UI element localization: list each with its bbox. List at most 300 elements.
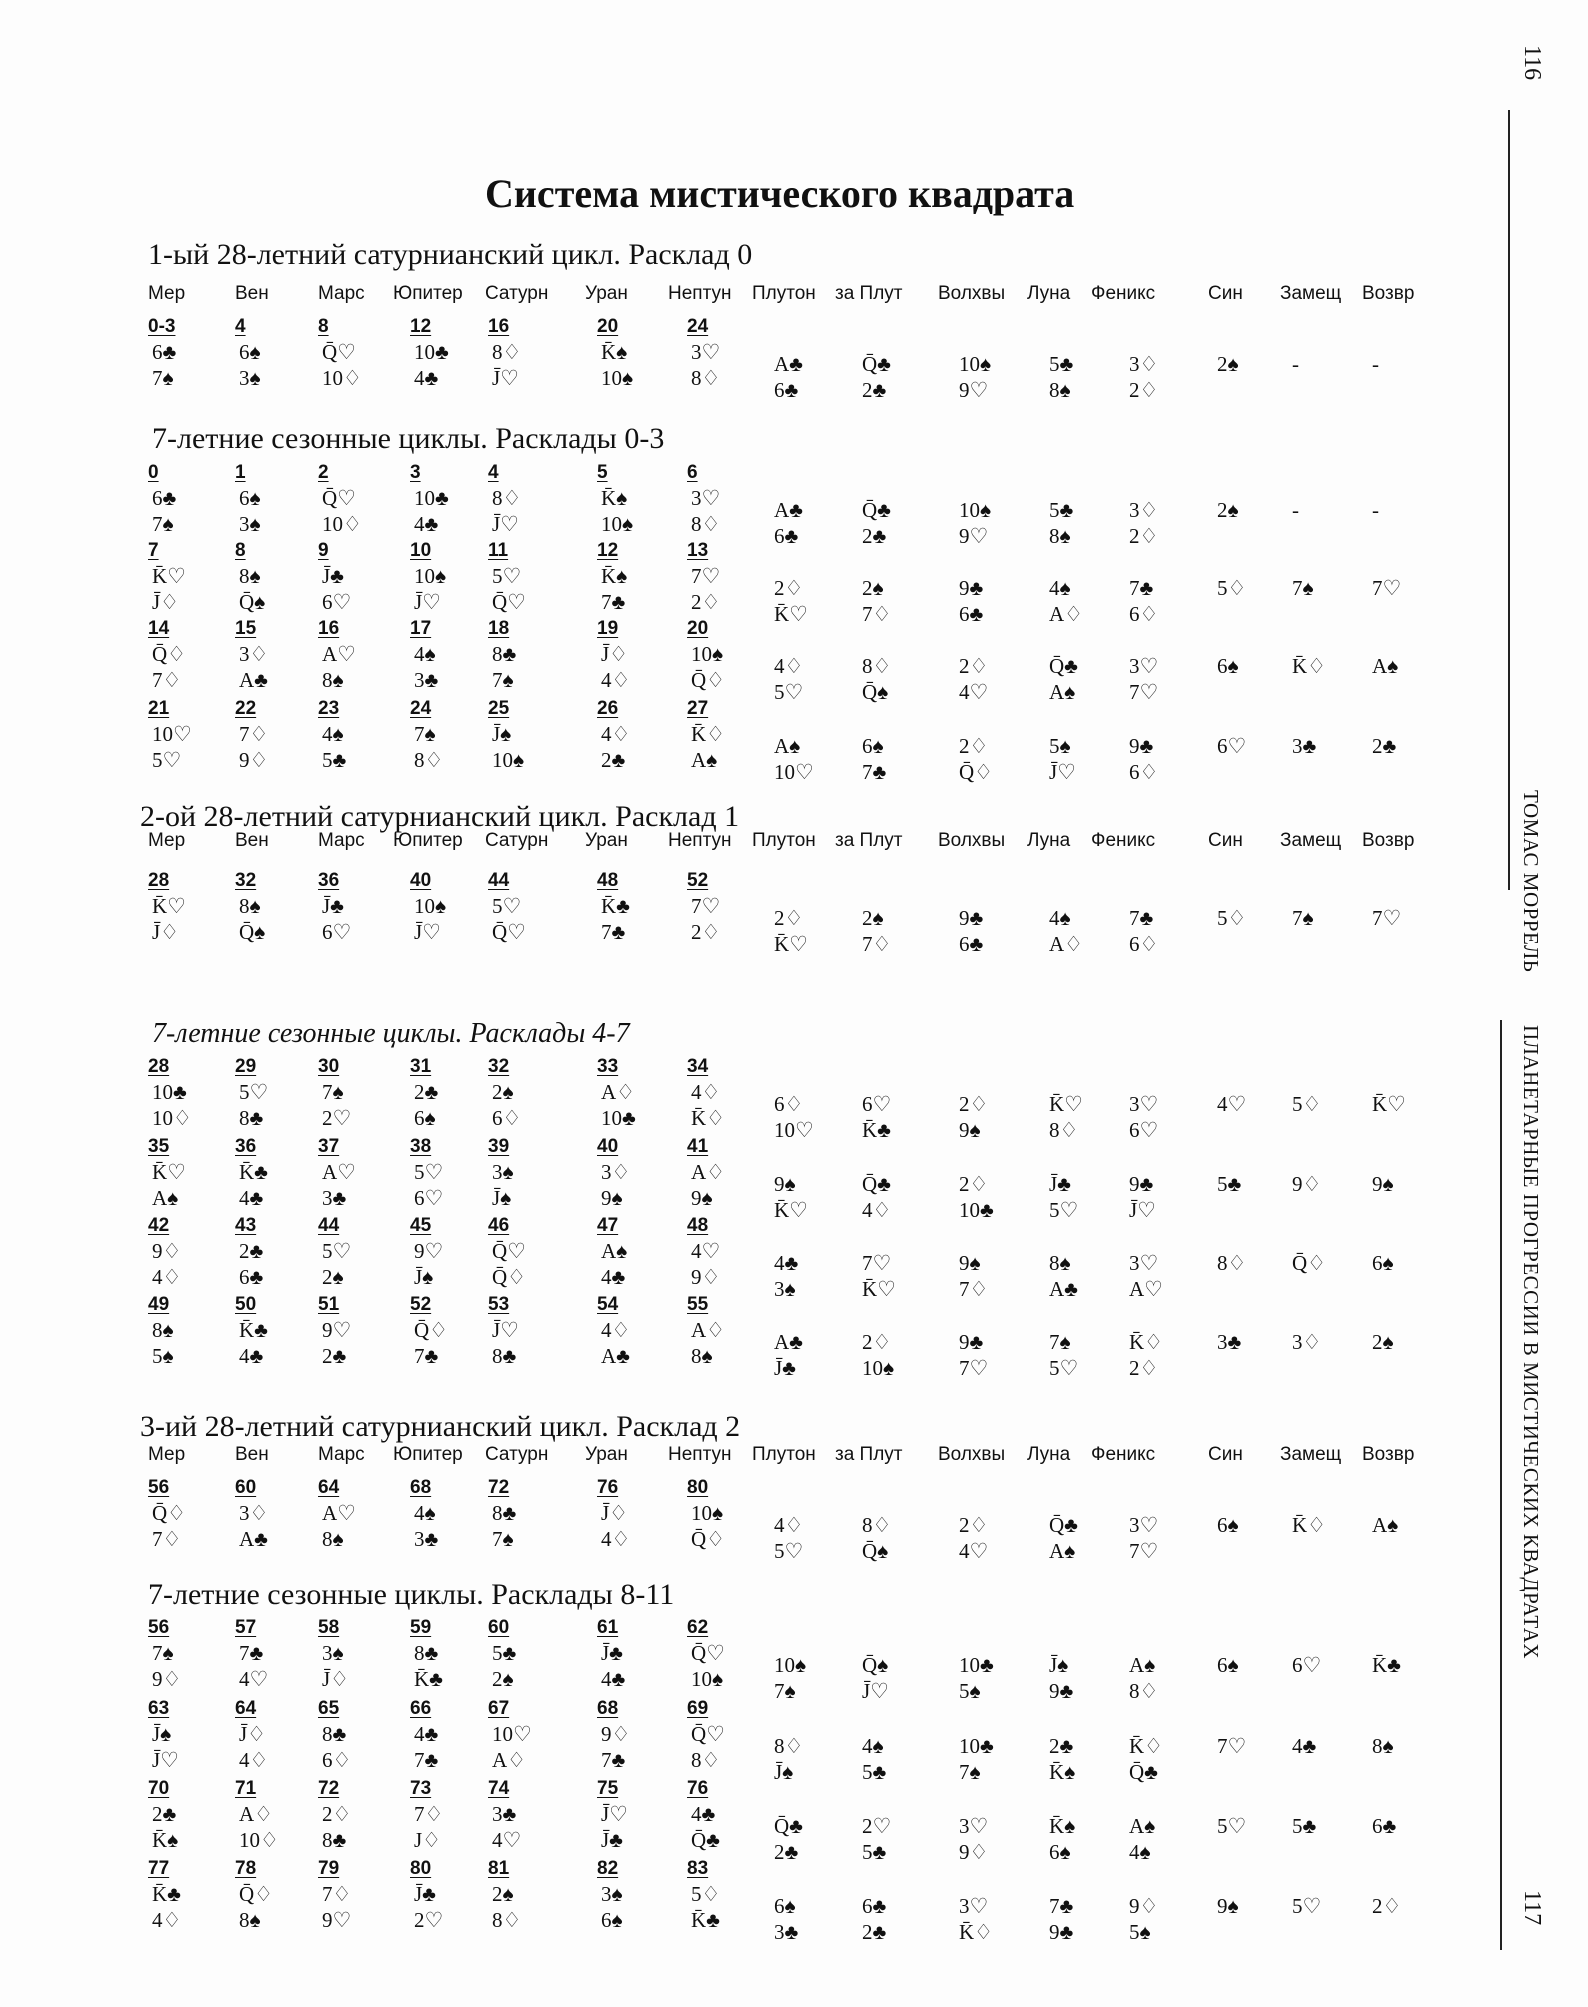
cycle-year-number: 56 <box>148 1477 170 1498</box>
card-top: 8♠ <box>152 1318 174 1342</box>
card-bottom: K̄♡ <box>774 1198 808 1222</box>
card-top: K̄♢ <box>1129 1330 1163 1354</box>
card-top: 6♠ <box>1217 1513 1239 1537</box>
card-bottom: 8♠ <box>239 1908 261 1932</box>
card-bottom: 4♡ <box>492 1828 522 1852</box>
cycle-year-number: 12 <box>597 540 619 561</box>
card-bottom: 6♡ <box>1129 1118 1159 1142</box>
column-header: Сатурн <box>485 283 549 304</box>
card-bottom: 8♠ <box>322 1527 344 1551</box>
card-top: 3♡ <box>959 1814 989 1838</box>
card-bottom: 3♣ <box>414 668 439 692</box>
card-top: J̄♣ <box>322 894 344 918</box>
card-bottom: 4♣ <box>239 1344 264 1368</box>
card-top: 6♡ <box>862 1092 892 1116</box>
card-bottom: 7♣ <box>601 590 626 614</box>
card-top: 6♠ <box>862 734 884 758</box>
card-top: 6♠ <box>239 486 261 510</box>
card-bottom: A♢ <box>1049 932 1083 956</box>
card-bottom: 8♢ <box>414 748 444 772</box>
card-top: K̄♣ <box>152 1882 181 1906</box>
card-bottom: 6♣ <box>239 1265 264 1289</box>
card-top: K̄♠ <box>601 486 628 510</box>
card-top: 4♢ <box>601 1318 631 1342</box>
cycle-year-number: 27 <box>687 698 709 719</box>
card-top: 5♡ <box>1292 1894 1322 1918</box>
card-bottom: K̄♢ <box>959 1920 993 1944</box>
card-top: 3♡ <box>1129 654 1159 678</box>
cycle-year-number: 70 <box>148 1778 170 1799</box>
cycle-year-number: 68 <box>597 1698 619 1719</box>
card-top: 8♠ <box>1372 1734 1394 1758</box>
column-header: Луна <box>1027 1444 1071 1465</box>
card-bottom: 10♡ <box>774 760 814 784</box>
card-bottom: 5♠ <box>152 1344 174 1368</box>
cycle-year-number: 2 <box>318 462 329 483</box>
card-bottom: Q̄♡ <box>492 920 526 944</box>
card-top: 6♣ <box>1372 1814 1397 1838</box>
card-top: 7♡ <box>691 564 721 588</box>
card-bottom: 7♢ <box>862 602 892 626</box>
card-top: 7♣ <box>1129 576 1154 600</box>
card-top: 4♢ <box>601 722 631 746</box>
column-header: Син <box>1208 283 1243 304</box>
column-header: Мер <box>148 830 186 851</box>
cycle-year-number: 6 <box>687 462 698 483</box>
cycle-year-number: 58 <box>318 1617 340 1638</box>
card-top: 10♠ <box>959 498 992 522</box>
card-top: 10♠ <box>691 1501 724 1525</box>
card-top: 5♣ <box>1049 352 1074 376</box>
cycle-year-number: 11 <box>488 540 509 561</box>
cycle-year-number: 63 <box>148 1698 170 1719</box>
card-bottom: 3♠ <box>239 512 261 536</box>
card-bottom: K̄♣ <box>691 1908 720 1932</box>
card-top: 2♠ <box>862 906 884 930</box>
card-bottom: J̄♡ <box>1049 760 1076 784</box>
card-bottom: K̄♡ <box>774 932 808 956</box>
card-bottom: 2♢ <box>1129 1356 1159 1380</box>
cycle-year-number: 82 <box>597 1858 619 1879</box>
column-header: Марс <box>318 830 365 851</box>
section-title: 1-ый 28-летний сатурнианский цикл. Расклад 0 <box>148 238 753 271</box>
card-bottom: 9♡ <box>959 524 989 548</box>
card-top: 7♡ <box>691 894 721 918</box>
card-bottom: 6♣ <box>959 602 984 626</box>
card-bottom: Q̄♢ <box>691 1527 725 1551</box>
card-bottom: Q̄♢ <box>691 668 725 692</box>
column-header: Луна <box>1027 830 1071 851</box>
cycle-year-number: 52 <box>410 1294 432 1315</box>
card-bottom: 5♡ <box>774 680 804 704</box>
cycle-year-number: 15 <box>235 618 257 639</box>
cycle-year-number: 37 <box>318 1136 340 1157</box>
card-top: 2♢ <box>959 1092 989 1116</box>
card-top: K̄♢ <box>691 722 725 746</box>
card-top: 7♢ <box>239 722 269 746</box>
cycle-year-number: 42 <box>148 1215 170 1236</box>
card-top: 3♡ <box>691 486 721 510</box>
card-top: 4♡ <box>691 1239 721 1263</box>
card-top: K̄♡ <box>1049 1092 1083 1116</box>
card-top: K̄♡ <box>152 1160 186 1184</box>
card-top: Q̄♣ <box>774 1814 803 1838</box>
card-top: 4♣ <box>414 1722 439 1746</box>
card-bottom: 8♢ <box>691 366 721 390</box>
cycle-year-number: 18 <box>488 618 510 639</box>
card-top: 5♢ <box>1217 576 1247 600</box>
cycle-year-number: 78 <box>235 1858 257 1879</box>
cycle-year-number: 5 <box>597 462 608 483</box>
cycle-year-number: 62 <box>687 1617 709 1638</box>
column-header: Син <box>1208 830 1243 851</box>
card-bottom: J̄♡ <box>414 590 441 614</box>
cycle-year-number: 53 <box>488 1294 510 1315</box>
card-bottom: 8♣ <box>239 1106 264 1130</box>
card-top: 8♢ <box>862 654 892 678</box>
card-bottom: 10♠ <box>492 748 525 772</box>
cycle-year-number: 64 <box>235 1698 257 1719</box>
card-bottom: 9♢ <box>239 748 269 772</box>
card-bottom: 7♡ <box>959 1356 989 1380</box>
cycle-year-number: 48 <box>687 1215 709 1236</box>
card-top: J̄♡ <box>601 1802 628 1826</box>
card-bottom: 2♢ <box>691 590 721 614</box>
cycle-year-number: 64 <box>318 1477 340 1498</box>
page-title: Система мистического квадрата <box>485 171 1075 216</box>
card-top: A♡ <box>322 1501 356 1525</box>
cycle-year-number: 79 <box>318 1858 340 1879</box>
cycle-year-number: 32 <box>488 1056 510 1077</box>
cycle-year-number: 66 <box>410 1698 432 1719</box>
card-bottom: J̄♡ <box>492 512 519 536</box>
column-header: Возвр <box>1362 830 1415 851</box>
card-top: 4♢ <box>774 654 804 678</box>
cycle-year-number: 29 <box>235 1056 257 1077</box>
card-top: 7♡ <box>1372 906 1402 930</box>
cycle-year-number: 57 <box>235 1617 257 1638</box>
cycle-year-number: 50 <box>235 1294 257 1315</box>
card-top: 10♣ <box>414 340 449 364</box>
card-bottom: 8♣ <box>492 1344 517 1368</box>
card-top: 10♣ <box>959 1734 994 1758</box>
cycle-year-number: 36 <box>235 1136 257 1157</box>
card-bottom: 10♢ <box>152 1106 192 1130</box>
card-bottom: J̄♢ <box>322 1667 349 1691</box>
card-top: 3♡ <box>1129 1092 1159 1116</box>
cycle-year-number: 13 <box>687 540 709 561</box>
card-top: 6♣ <box>152 486 177 510</box>
cycle-year-number: 59 <box>410 1617 432 1638</box>
card-bottom: J♢ <box>414 1828 441 1852</box>
card-top: 9♣ <box>959 906 984 930</box>
card-bottom: 5♡ <box>1049 1356 1079 1380</box>
card-top: A♠ <box>1129 1814 1156 1838</box>
card-top: 5♣ <box>492 1641 517 1665</box>
cycle-year-number: 32 <box>235 870 257 891</box>
cycle-year-number: 65 <box>318 1698 340 1719</box>
card-bottom: 9♢ <box>152 1667 182 1691</box>
card-top: 9♣ <box>959 576 984 600</box>
card-bottom: 2♡ <box>322 1106 352 1130</box>
column-header: за Плут <box>835 830 903 851</box>
section-title: 3-ий 28-летний сатурнианский цикл. Расклад 2 <box>140 1410 741 1443</box>
card-top: K̄♣ <box>601 894 630 918</box>
card-top: 5♣ <box>1217 1172 1242 1196</box>
card-bottom: 10♡ <box>774 1118 814 1142</box>
card-top: 7♢ <box>322 1882 352 1906</box>
card-top: 3♡ <box>959 1894 989 1918</box>
column-header: Плутон <box>752 283 816 304</box>
card-top: 10♠ <box>959 352 992 376</box>
card-bottom: 10♣ <box>601 1106 636 1130</box>
cycle-year-number: 7 <box>148 540 159 561</box>
card-bottom: 8♢ <box>492 1908 522 1932</box>
column-header: Луна <box>1027 283 1071 304</box>
cycle-year-number: 71 <box>235 1778 257 1799</box>
card-top: 3♢ <box>1129 352 1159 376</box>
cycle-year-number: 23 <box>318 698 340 719</box>
card-bottom: 7♠ <box>152 366 174 390</box>
card-bottom: 7♠ <box>774 1679 796 1703</box>
cycle-year-number: 0 <box>148 462 159 483</box>
card-top: A♡ <box>322 1160 356 1184</box>
card-top: A♣ <box>774 498 803 522</box>
card-top: K̄♡ <box>152 564 186 588</box>
card-bottom: 4♡ <box>239 1667 269 1691</box>
card-top: 10♠ <box>414 564 447 588</box>
card-top: 5♡ <box>322 1239 352 1263</box>
card-top: 4♡ <box>1217 1092 1247 1116</box>
card-top: 2♣ <box>239 1239 264 1263</box>
card-top: A♢ <box>691 1318 725 1342</box>
card-top: 9♡ <box>414 1239 444 1263</box>
card-bottom: 2♢ <box>691 920 721 944</box>
card-bottom: K̄♠ <box>152 1828 179 1852</box>
card-bottom: 5♣ <box>862 1840 887 1864</box>
card-top: 9♢ <box>601 1722 631 1746</box>
card-top: 3♢ <box>1129 498 1159 522</box>
card-bottom: Q̄♠ <box>862 680 889 704</box>
card-top: 3♢ <box>239 1501 269 1525</box>
card-bottom: J̄♡ <box>1129 1198 1156 1222</box>
card-top: - <box>1292 352 1299 376</box>
card-top: 7♢ <box>414 1802 444 1826</box>
cycle-year-number: 16 <box>318 618 340 639</box>
column-header: за Плут <box>835 283 903 304</box>
cycle-year-number: 3 <box>410 462 421 483</box>
card-top: A♢ <box>691 1160 725 1184</box>
cycle-year-number: 75 <box>597 1778 619 1799</box>
card-bottom: 6♣ <box>959 932 984 956</box>
cycle-year-number: 80 <box>410 1858 432 1879</box>
card-top: 10♡ <box>492 1722 532 1746</box>
card-bottom: J̄♡ <box>492 366 519 390</box>
card-bottom: 6♠ <box>1049 1840 1071 1864</box>
card-top: Q̄♢ <box>414 1318 448 1342</box>
column-header: Сатурн <box>485 1444 549 1465</box>
card-bottom: 8♢ <box>1129 1679 1159 1703</box>
card-bottom: K̄♡ <box>862 1277 896 1301</box>
card-bottom: 2♣ <box>774 1840 799 1864</box>
card-bottom: A♢ <box>1049 602 1083 626</box>
card-bottom: A♣ <box>239 1527 268 1551</box>
card-top: J̄♣ <box>414 1882 436 1906</box>
card-bottom: J̄♣ <box>601 1828 623 1852</box>
card-top: 5♡ <box>492 564 522 588</box>
card-top: 7♣ <box>239 1641 264 1665</box>
cycle-year-number: 68 <box>410 1477 432 1498</box>
card-top: 3♢ <box>601 1160 631 1184</box>
card-top: 2♢ <box>322 1802 352 1826</box>
column-header: Вен <box>235 1444 269 1465</box>
card-top: 4♠ <box>1049 576 1071 600</box>
card-top: Q̄♣ <box>1049 654 1078 678</box>
card-top: 3♣ <box>1292 734 1317 758</box>
card-top: 9♣ <box>1129 734 1154 758</box>
cycle-year-number: 69 <box>687 1698 709 1719</box>
card-bottom: 2♢ <box>1129 524 1159 548</box>
cycle-year-number: 77 <box>148 1858 170 1879</box>
card-top: J̄♣ <box>322 564 344 588</box>
card-top: J̄♣ <box>1049 1172 1071 1196</box>
card-bottom: K̄♣ <box>862 1118 891 1142</box>
cycle-year-number: 43 <box>235 1215 257 1236</box>
card-top: 6♡ <box>1292 1653 1322 1677</box>
card-bottom: J̄♢ <box>152 920 179 944</box>
card-bottom: 10♠ <box>691 1667 724 1691</box>
top-rule <box>1508 110 1510 890</box>
cycle-year-number: 20 <box>687 618 709 639</box>
column-header: Мер <box>148 1444 186 1465</box>
card-top: 10♣ <box>959 1653 994 1677</box>
card-top: 2♠ <box>492 1080 514 1104</box>
card-top: 6♣ <box>152 340 177 364</box>
card-top: 7♠ <box>322 1080 344 1104</box>
column-header: Юпитер <box>393 1444 463 1465</box>
card-bottom: 10♢ <box>322 366 362 390</box>
card-top: 4♢ <box>774 1513 804 1537</box>
cycle-year-number: 26 <box>597 698 619 719</box>
column-header: Юпитер <box>393 283 463 304</box>
cycle-year-number: 4 <box>235 316 246 337</box>
card-top: 9♠ <box>959 1251 981 1275</box>
card-top: 2♠ <box>1372 1330 1394 1354</box>
card-top: 10♠ <box>691 642 724 666</box>
card-bottom: 4♢ <box>239 1748 269 1772</box>
column-header: Замещ <box>1280 283 1342 304</box>
card-bottom: 5♡ <box>152 748 182 772</box>
card-top: Q̄♡ <box>492 1239 526 1263</box>
card-bottom: 10♠ <box>601 366 634 390</box>
card-top: 2♡ <box>862 1814 892 1838</box>
card-top: 4♣ <box>691 1802 716 1826</box>
card-top: 3♢ <box>239 642 269 666</box>
cycle-year-number: 52 <box>687 870 709 891</box>
card-top: 8♢ <box>862 1513 892 1537</box>
card-top: 3♡ <box>691 340 721 364</box>
card-bottom: 3♣ <box>774 1920 799 1944</box>
card-bottom: 3♠ <box>774 1277 796 1301</box>
cycle-year-number: 45 <box>410 1215 432 1236</box>
card-top: Q̄♣ <box>862 1172 891 1196</box>
card-bottom: 10♣ <box>959 1198 994 1222</box>
card-bottom: 7♢ <box>152 668 182 692</box>
card-top: Q̄♢ <box>152 642 186 666</box>
card-bottom: 6♡ <box>414 1186 444 1210</box>
card-bottom: J̄♡ <box>862 1679 889 1703</box>
card-top: 4♢ <box>691 1080 721 1104</box>
card-top: 2♣ <box>1049 1734 1074 1758</box>
card-top: - <box>1292 498 1299 522</box>
card-bottom: 9♢ <box>691 1265 721 1289</box>
card-bottom: 9♢ <box>959 1840 989 1864</box>
card-top: J̄♠ <box>492 722 512 746</box>
cycle-year-number: 8 <box>318 316 329 337</box>
card-top: Q̄♢ <box>152 1501 186 1525</box>
card-top: Q̄♣ <box>1049 1513 1078 1537</box>
card-bottom: 2♣ <box>862 378 887 402</box>
card-bottom: A♣ <box>1049 1277 1078 1301</box>
card-top: K̄♣ <box>239 1160 268 1184</box>
card-top: A♡ <box>322 642 356 666</box>
card-top: 6♣ <box>862 1894 887 1918</box>
card-top: 2♠ <box>1217 352 1239 376</box>
card-bottom: Q̄♣ <box>691 1828 720 1852</box>
column-header: Уран <box>585 1444 628 1465</box>
cycle-year-number: 39 <box>488 1136 510 1157</box>
card-top: 2♢ <box>862 1330 892 1354</box>
card-bottom: 9♠ <box>959 1118 981 1142</box>
card-bottom: 8♠ <box>322 668 344 692</box>
card-top: 3♠ <box>601 1882 623 1906</box>
card-top: 10♣ <box>414 486 449 510</box>
card-top: K̄♠ <box>601 564 628 588</box>
cycle-year-number: 44 <box>488 870 510 891</box>
card-top: 7♡ <box>1372 576 1402 600</box>
column-header: Уран <box>585 283 628 304</box>
card-bottom: 8♢ <box>691 1748 721 1772</box>
column-header: Нептун <box>668 830 732 851</box>
card-top: 7♣ <box>1129 906 1154 930</box>
cycle-year-number: 83 <box>687 1858 709 1879</box>
card-top: 7♡ <box>1217 1734 1247 1758</box>
card-bottom: 5♡ <box>1049 1198 1079 1222</box>
card-top: 5♡ <box>1217 1814 1247 1838</box>
cycle-year-number: 74 <box>488 1778 510 1799</box>
column-header: Плутон <box>752 830 816 851</box>
cycle-year-number: 10 <box>410 540 432 561</box>
card-bottom: 10♠ <box>601 512 634 536</box>
cycle-year-number: 24 <box>410 698 432 719</box>
card-bottom: 7♣ <box>601 920 626 944</box>
card-top: Q̄♣ <box>862 498 891 522</box>
card-bottom: 2♣ <box>862 1920 887 1944</box>
cycle-year-number: 25 <box>488 698 510 719</box>
card-bottom: 6♠ <box>601 1908 623 1932</box>
card-bottom: 2♣ <box>862 524 887 548</box>
column-header: Мер <box>148 283 186 304</box>
card-bottom: 6♡ <box>322 920 352 944</box>
card-bottom: 5♠ <box>1129 1920 1151 1944</box>
card-top: K̄♣ <box>239 1318 268 1342</box>
card-top: 3♠ <box>492 1160 514 1184</box>
card-top: - <box>1372 352 1379 376</box>
card-bottom: A♠ <box>152 1186 179 1210</box>
column-header: Вен <box>235 283 269 304</box>
card-top: A♢ <box>239 1802 273 1826</box>
card-top: 5♣ <box>1292 1814 1317 1838</box>
